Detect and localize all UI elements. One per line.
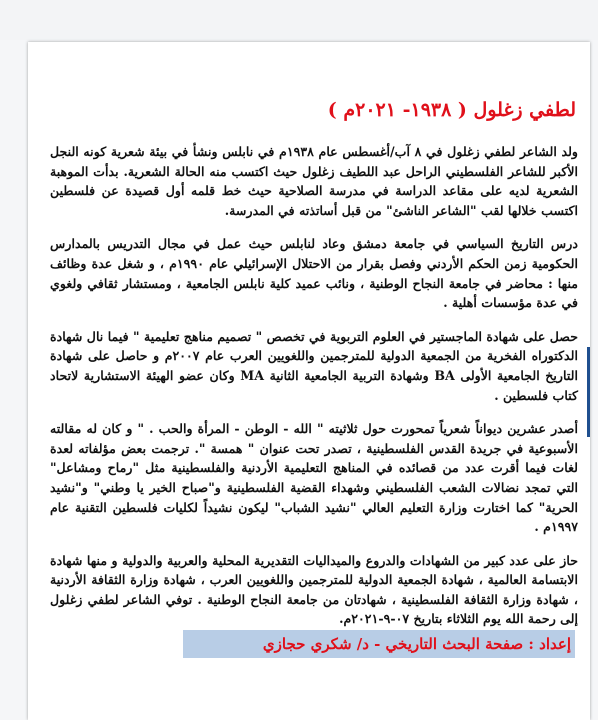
paragraph-awards: حاز على عدد كبير من الشهادات والدروع والميداليات التقديرية المحلية والعربية والدولية و منها شهادة الابتسامة العالمية ، شهادة الجمعية الدولية للمترجمين واللغويين العرب ، شهادة وزارة الثقافة الأردنية ، شهادة وزارة الثقافة الفلسطينية ، شهادتان من جامعة النجاح الوطنية . توفي الشاعر لطفي زغلول إلى رحمة الله يوم الثلاثاء بتاريخ ٠٧-٩-٢٠٢١م.: [50, 552, 578, 627]
author-credit-banner: إعداد : صفحة البحث التاريخي - د/ شكري حجازي: [183, 630, 575, 658]
article-body: [50, 98, 578, 643]
article-title: لطفي زغلول ( ١٩٣٨- ٢٠٢١م ): [327, 99, 576, 121]
paragraph-birth: ولد الشاعر لطفي زغلول في ٨ آب/أغسطس عام ١٩٣٨م في نابلس ونشأ في بيئة شعرية كونه النجل الأكبر للشاعر الفلسطيني الراحل عبد اللطيف زغلول حيث اكتسب منه الحالة الشعرية. بدأت الموهبة الشعرية لديه على مقاعد الدراسة في مدرسة الصلاحية حيث خط قلمه أول قصيدة عن فلسطين اكتسب خلالها لقب "الشاعر الناشئ" من قبل أساتذته في المدرسة.: [50, 144, 578, 218]
top-strip: [0, 0, 598, 40]
paragraph-education: درس التاريخ السياسي في جامعة دمشق وعاد لنابلس حيث عمل في مجال التدريس بالمدارس الحكومية زمن الحكم الأردني وفصل بقرار من الاحتلال الإسرائيلي عام ١٩٩٠م ، و شغل عدة وظائف منها : محاضر في جامعة النجاح الوطنية ، ونائب عميد كلية نابلس الجامعية ، ومستشار ثقافي ولغوي في عدة مؤسسات أهلية .: [50, 236, 578, 311]
paragraph-degrees: حصل على شهادة الماجستير في العلوم التربوية في تخصص " تصميم مناهج تعليمية " فيما نال شهادة الدكتوراه الفخرية من الجمعية الدولية للمترجمين واللغويين العرب عام ٢٠٠٧م و حاصل على شهادة التاريخ الجامعية الأولى BA وشهادة التربية الجامعية الثانية MA وكان عضو الهيئة الاستشارية لاتحاد كتاب فلسطين .: [50, 328, 579, 403]
paragraph-works: أصدر عشرين ديواناً شعرياً تمحورت حول ثلاثيته " الله - الوطن - المرأة والحب . " و كان له مقالته الأسبوعية في جريدة القدس الفلسطينية ، تصدر تحت عنوان " همسة ". ترجمت بعض مؤلفاته لعدة لغات فيما أقرت عدد من قصائده في المناهج التعليمية الأردنية والفلسطينية مثل "رماح ومشاعل" التي تمجد نضالات الشعب الفلسطيني وشهداء القضية الفلسطينية و"صباح الخير يا وطني" و"نشيد الحرية" كما اختارت وزارة التعليم العالي "نشيد الشباب" ليكون نشيداً لكليات فلسطين التقنية عام ١٩٩٧م .: [50, 421, 578, 535]
page-edge-marker: [587, 347, 590, 437]
